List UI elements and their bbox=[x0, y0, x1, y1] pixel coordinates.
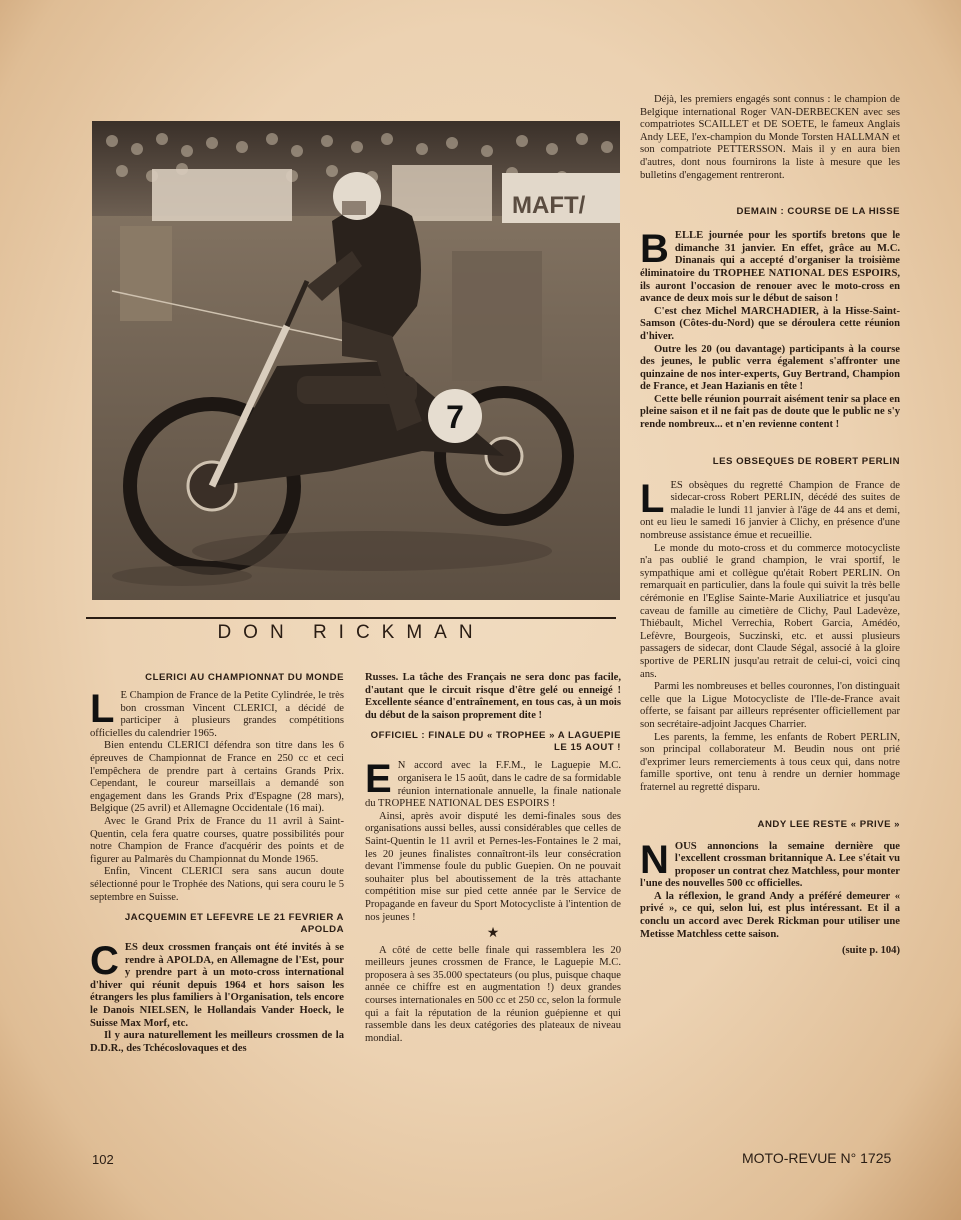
perlin-paragraph-3: Parmi les nombreuses et belles couronnes, l'on distinguait celle que la Ligue Motocycliste de l'Ile-de-France avait offerte, se faisant par ailleurs représenter officiellement par son secrétaire-adjoint Jacques Charrier. bbox=[640, 681, 900, 730]
apolda-drop-cap: C bbox=[90, 939, 119, 984]
hisse-paragraph-2: C'est chez Michel MARCHADIER, à la Hisse-Saint-Samson (Côtes-du-Nord) que se déroulera cette réunion d'hiver. bbox=[640, 305, 900, 342]
page-number: 102 bbox=[92, 1152, 114, 1167]
right-column bbox=[640, 94, 900, 958]
trophee-paragraph-3: A côté de cette belle finale qui rassemblera les 20 meilleurs jeunes crossmen de France, le Laguepie M.C. proposera à ses 35.000 spectateurs (ou plus, puisque chaque année ce chiffre est en augmentation !) deux grandes courses internationales en 500 cc et 250 cc, selon la formule qui a fait la réputation de la réunion guépienne et qui rassemble dans les deux catégories des plateaux de niveau mondial. bbox=[365, 944, 621, 1044]
banner-text: MAFT/ bbox=[512, 192, 586, 219]
clerici-paragraph-4: Enfin, Vincent CLERICI sera sans aucun doute sélectionné pour le Trophée des Nations, qui sera couru le 5 septembre en Suisse. bbox=[90, 866, 344, 903]
hisse-paragraph-3: Outre les 20 (ou davantage) participants à la course des jeunes, le public verra également s'affronter une quinzaine de nos inter-experts, Guy Bertrand, Champion de France, et Jean Hazianis en tête ! bbox=[640, 343, 900, 393]
middle-column bbox=[365, 672, 621, 1045]
russes-paragraph: Russes. La tâche des Français ne sera donc pas facile, d'autant que le circuit risque d'être gelé ou enneigé ! Excellente séance d'entraînement, en tous cas, à un mois du début de la saison proprement dite ! bbox=[365, 672, 621, 721]
apolda-paragraph-1: ES deux crossmen français ont été invités à se rendre à APOLDA, en Allemagne de l'Est, pour y prendre part à un moto-cross international d'hiver qui réunit depuis 1964 et hors saison les étrangers les plus familiers à l'Organisation, tels encore le Danois NIELSEN, le Hollandais Vander Hoeck, le Suisse Max Morf, etc. bbox=[90, 942, 344, 1029]
trophee-paragraph-1: N accord avec la F.F.M., le Laguepie M.C. organisera le 15 août, dans le cadre de sa formidable réunion internationale annuelle, la finale nationale du TROPHEE NATIONAL DES ESPOIRS ! bbox=[365, 760, 621, 810]
apolda-paragraph-2: Il y aura naturellement les meilleurs crossmen de la D.D.R., des Tchécoslovaques et des bbox=[90, 1030, 344, 1054]
hisse-paragraph-1: ELLE journée pour les sportifs bretons que le dimanche 31 janvier. En effet, grâce au M.C. Dinanais qui a accepté d'organiser la troisième éliminatoire du TROPHEE NATIONAL DES ESPOIRS, ils auront l'occasion de renouer avec le moto-cross en avance de deux mois sur le début de saison ! bbox=[640, 230, 900, 305]
lee-heading: ANDY LEE RESTE « PRIVE » bbox=[757, 818, 900, 830]
clerici-paragraph-3: Avec le Grand Prix de France du 11 avril à Saint-Quentin, cela fera quatre courses, quatre possibilités pour notre Champion de France d'acquérir des points et de figurer au Palmarès du Championnat du Monde 1965. bbox=[90, 815, 344, 865]
lee-paragraph-2: A la réflexion, le grand Andy a préféré demeurer « privé », ce qui, selon lui, est plus intéressant. Et il a conclu un accord avec Derek Rickman pour utiliser une Metisse Matchless cette saison. bbox=[640, 890, 900, 940]
star-separator: ★ bbox=[486, 926, 500, 942]
apolda-heading: JACQUEMIN ET LEFEVRE LE 21 FEVRIER A APOLDA bbox=[124, 912, 344, 936]
hisse-heading: DEMAIN : COURSE DE LA HISSE bbox=[736, 206, 900, 218]
trophee-heading: OFFICIEL : FINALE DU « TROPHEE » A LAGUEPIE LE 15 AOUT ! bbox=[370, 730, 621, 754]
bib-number: 7 bbox=[446, 399, 464, 435]
left-column bbox=[90, 672, 344, 1055]
perlin-paragraph-4: Les parents, la femme, les enfants de Robert PERLIN, son principal collaborateur M. Beudin nous ont prié d'exprimer leurs remerciements à tous ceux qui, dans notre famille sportive, ont tenu à rendre un dernier hommage fraternel au regretté disparu. bbox=[640, 731, 900, 793]
lee-paragraph-1: OUS annoncions la semaine dernière que l'excellent crossman britannique A. Lee s'était vu proposer un contrat chez Matchless, pour monter l'une des nouvelles 500 cc officielles. bbox=[640, 840, 900, 890]
continued-note: (suite p. 104) bbox=[842, 945, 900, 957]
perlin-heading: LES OBSEQUES DE ROBERT PERLIN bbox=[712, 455, 900, 467]
hisse-paragraph-4: Cette belle réunion pourrait aisément tenir sa place en pleine saison et il ne fait pas de doute que le public ne s'y rende nombreux... et n'en revienne content ! bbox=[640, 393, 900, 431]
entrants-paragraph: Déjà, les premiers engagés sont connus : le champion de Belgique international Roger VAN-DERBECKEN avec ses compatriotes SCAILLET et DE SOETE, le fameux Anglais Andy LEE, l'ex-champion du Monde Torsten HALLMAN et son compatriote PETTERSSON. Mais il y en aura bien d'autres, dont nous fournirons la liste à mesure que les bulletins d'engagement rentreront. bbox=[640, 94, 900, 181]
perlin-drop-cap: L bbox=[640, 476, 665, 521]
lee-drop-cap: N bbox=[640, 837, 669, 882]
clerici-heading: CLERICI AU CHAMPIONNAT DU MONDE bbox=[145, 672, 344, 683]
clerici-paragraph-2: Bien entendu CLERICI défendra son titre dans les 6 épreuves de Championnat de France en 250 cc et ceci l'empêchera de prendre part à certains Grands Prix. Cependant, le coureur marseillais a demandé son engagement dans les Grands Prix d'Espagne (28 mars), Belgique (25 avril) et Allemagne Occidentale (16 mai). bbox=[90, 740, 344, 815]
hisse-drop-cap: B bbox=[640, 227, 669, 272]
trophee-drop-cap: E bbox=[365, 757, 392, 802]
race-photo bbox=[92, 121, 620, 600]
trophee-paragraph-2: Ainsi, après avoir disputé les demi-finales sous des organisations aussi belles, aussi considérables que celles de Saint-Quentin le 11 avril et Pernes-les-Fontaines le 2 mai, les 20 jeunes finalistes connaîtront-ils leur consécration devant l'immense foule du public Guepien. On ne pouvait souhaiter plus bel aboutissement de la très attachante compétition mise sur pied cette année par le Service de Propagande en faveur du Sport Motocycliste à l'intention de nos jeunes ! bbox=[365, 810, 621, 923]
caption-rule bbox=[86, 617, 616, 619]
clerici-drop-cap: L bbox=[90, 687, 115, 731]
perlin-paragraph-2: Le monde du moto-cross et du commerce motocycliste n'a pas oublié le grand champion, le vrai sportif, le sympathique ami et collègue qu'était Robert PERLIN. On remarquait en particulier, dans la foule qui suivit la très belle cérémonie en l'Eglise Sainte-Marie Auxiliatrice et jusqu'au caveau de famille au cimetière de Clichy, Paul Ladevèze, Thiébault, Michel Verrechia, Robert Garcia, Amédéo, Lefèvre, Bourgeois, Suczinski, etc. et aussi plusieurs passagers de sidecar, dont Claude Ségal, associé à la gloire sportive de PERLIN jusqu'au retrait de celui-ci, voici cinq ans. bbox=[640, 542, 900, 680]
motocross-rider-illustration bbox=[92, 121, 620, 600]
magazine-issue: MOTO-REVUE N° 1725 bbox=[742, 1150, 892, 1166]
perlin-paragraph-1: ES obsèques du regretté Champion de France de sidecar-cross Robert PERLIN, décédé des suites de maladie le lundi 11 janvier à l'âge de 44 ans et demi, ont eu lieu le samedi 16 janvier à Clichy, en présence d'une nombreuse assistance émue et recueillie. bbox=[640, 479, 900, 542]
photo-caption: DON RICKMAN bbox=[217, 622, 485, 643]
clerici-paragraph-1: E Champion de France de la Petite Cylindrée, le très bon crossman Vincent CLERICI, a décidé de participer à plusieurs grandes compétitions officielles du calendrier 1965. bbox=[90, 690, 344, 739]
